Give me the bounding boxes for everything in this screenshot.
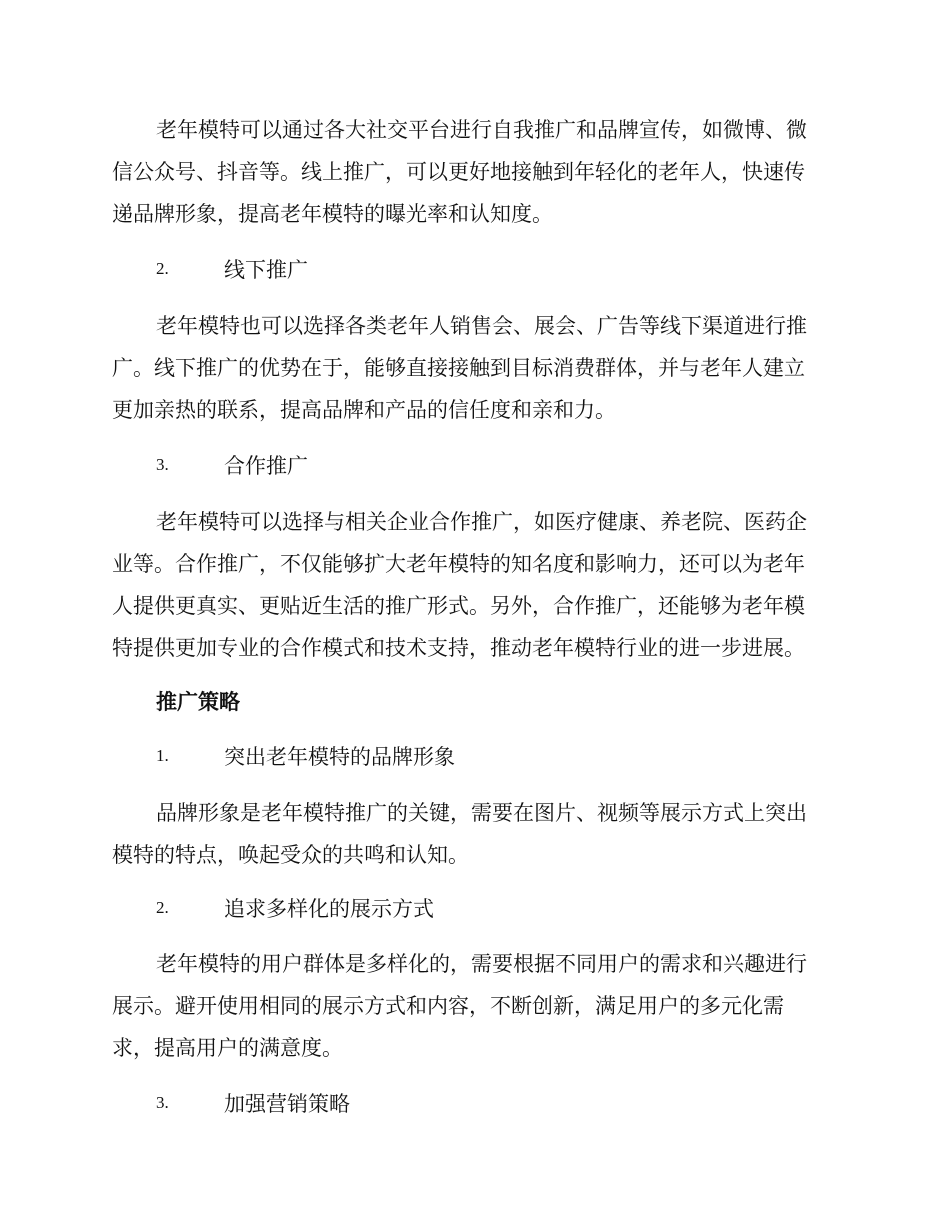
section-heading: 推广策略 <box>156 689 240 714</box>
paragraph-line: 求，提高用户的满意度。 <box>112 1036 343 1060</box>
list-item-number: 3. <box>156 1093 169 1112</box>
list-item-title: 突出老年模特的品牌形象 <box>224 745 455 769</box>
list-item-number: 3. <box>156 455 169 474</box>
list-item-title: 线下推广 <box>224 258 308 282</box>
paragraph-line: 品牌形象是老年模特推广的关键，需要在图片、视频等展示方式上突出 <box>156 801 807 825</box>
list-item-title: 加强营销策略 <box>224 1092 350 1116</box>
paragraph-line: 模特的特点，唤起受众的共鸣和认知。 <box>112 843 469 867</box>
paragraph-line: 广。线下推广的优势在于，能够直接接触到目标消费群体，并与老年人建立 <box>112 356 805 380</box>
paragraph-line: 递品牌形象，提高老年模特的曝光率和认知度。 <box>112 202 553 226</box>
paragraph-line: 特提供更加专业的合作模式和技术支持，推动老年模特行业的进一步进展。 <box>112 636 805 660</box>
list-item-number: 2. <box>156 898 169 917</box>
paragraph-line: 业等。合作推广，不仅能够扩大老年模特的知名度和影响力，还可以为老年 <box>112 552 805 576</box>
list-item-number: 1. <box>156 746 169 765</box>
list-item-title: 追求多样化的展示方式 <box>224 897 434 921</box>
paragraph-line: 老年模特可以选择与相关企业合作推广，如医疗健康、养老院、医药企 <box>156 510 807 534</box>
paragraph-line: 更加亲热的联系，提高品牌和产品的信任度和亲和力。 <box>112 398 616 422</box>
paragraph-line: 信公众号、抖音等。线上推广，可以更好地接触到年轻化的老年人，快速传 <box>112 160 805 184</box>
paragraph-line: 展示。避开使用相同的展示方式和内容，不断创新，满足用户的多元化需 <box>112 994 784 1018</box>
list-item-number: 2. <box>156 259 169 278</box>
paragraph-line: 老年模特也可以选择各类老年人销售会、展会、广告等线下渠道进行推 <box>156 314 807 338</box>
paragraph-line: 老年模特可以通过各大社交平台进行自我推广和品牌宣传，如微博、微 <box>156 118 807 142</box>
paragraph-line: 老年模特的用户群体是多样化的，需要根据不同用户的需求和兴趣进行 <box>156 952 807 976</box>
paragraph-line: 人提供更真实、更贴近生活的推广形式。另外，合作推广，还能够为老年模 <box>112 594 805 618</box>
list-item-title: 合作推广 <box>224 454 308 478</box>
